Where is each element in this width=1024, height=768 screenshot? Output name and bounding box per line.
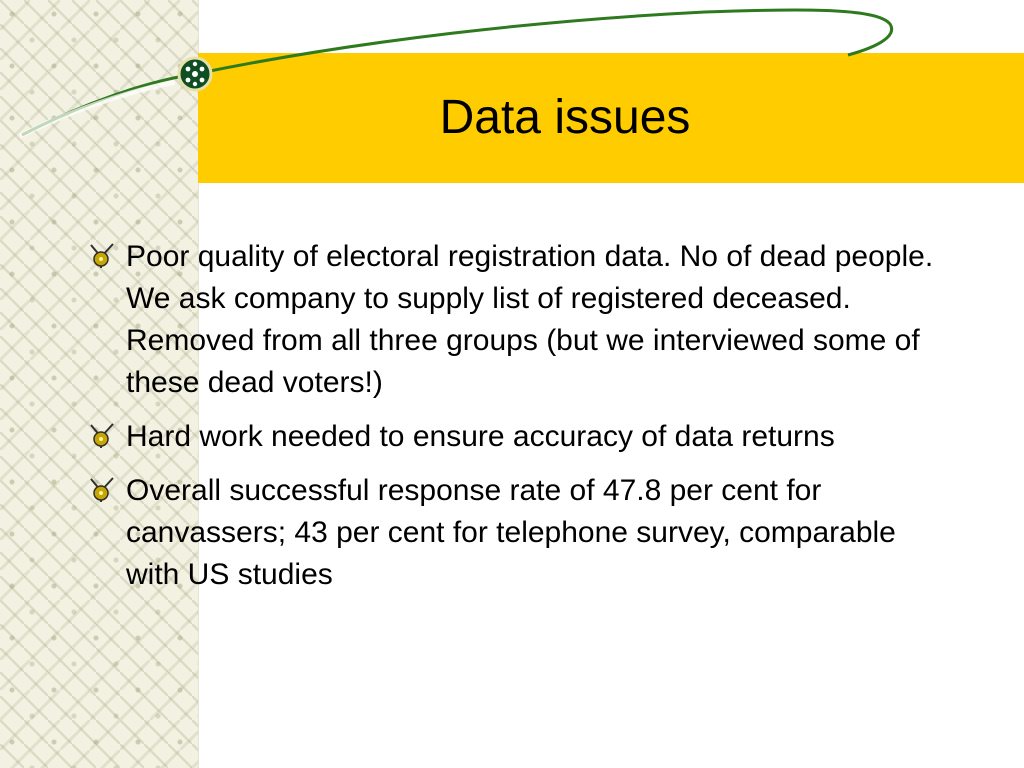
bullet-item-data-returns: [86, 416, 946, 458]
bullet-item-registration-data: [86, 236, 946, 404]
bullet-text: Poor quality of electoral registration data. No of dead people. We ask company to supply list of registered deceased. Removed from all three groups (but we interviewed some of these dead voters!): [126, 240, 934, 399]
molecule-bullet-icon: [86, 422, 118, 450]
bullet-item-response-rate: [86, 470, 946, 596]
molecule-bullet-icon: [86, 242, 118, 270]
bullet-text: Overall successful response rate of 47.8 per cent for canvassers; 43 per cent for telephone survey, comparable with US studies: [126, 474, 896, 591]
molecule-bullet-icon: [86, 476, 118, 504]
bullet-text: Hard work needed to ensure accuracy of data returns: [126, 420, 835, 453]
page-title: Data issues: [439, 91, 691, 144]
bullet-list: [86, 236, 946, 608]
